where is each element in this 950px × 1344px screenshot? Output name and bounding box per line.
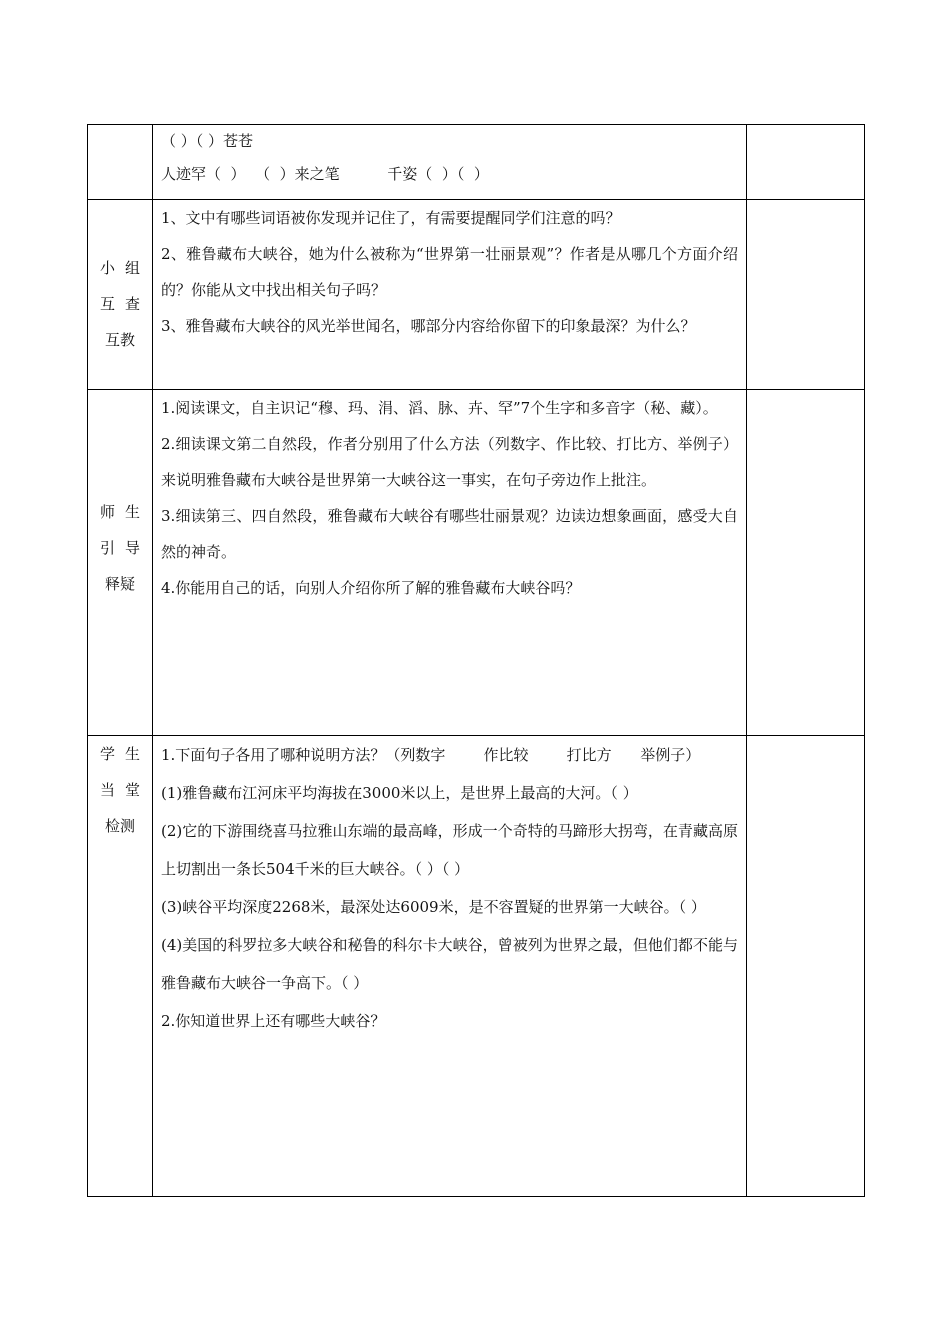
section-label-line: 互教 xyxy=(104,331,135,349)
table-row xyxy=(88,736,865,1197)
row-content-cell xyxy=(153,125,747,200)
row-label-cell xyxy=(88,390,153,736)
notes-cell xyxy=(747,736,865,1197)
section-label-line: 师 生 xyxy=(100,503,140,521)
exercise-line: 2.你知道世界上还有哪些大峡谷？ xyxy=(161,1012,386,1030)
exercise-line: (4)美国的科罗拉多大峡谷和秘鲁的科尔卡大峡谷，曾被列为世界之最，但他们都不能与雅鲁藏布大峡谷一争高下。（ ） xyxy=(161,936,738,992)
row-content-cell xyxy=(153,390,747,736)
task-line: 2.细读课文第二自然段，作者分别用了什么方法（列数字、作比较、打比方、举例子）来说明雅鲁藏布大峡谷是世界第一大峡谷这一事实，在句子旁边作上批注。 xyxy=(161,435,738,489)
exercise-line: (1)雅鲁藏布江河床平均海拔在3000米以上，是世界上最高的大河。（ ） xyxy=(161,784,638,802)
question-line: 3、雅鲁藏布大峡谷的风光举世闻名，哪部分内容给你留下的印象最深？为什么？ xyxy=(161,317,696,335)
notes-cell xyxy=(747,125,865,200)
table-row xyxy=(88,200,865,390)
row-content-cell xyxy=(153,736,747,1197)
task-line: 3.细读第三、四自然段，雅鲁藏布大峡谷有哪些壮丽景观？边读边想象画面，感受大自然的神奇。 xyxy=(161,507,738,561)
section-label-line: 当 堂 xyxy=(100,781,140,799)
section-label-line: 引 导 xyxy=(100,539,140,557)
question-line: 2、雅鲁藏布大峡谷，她为什么被称为“世界第一壮丽景观”？作者是从哪几个方面介绍的？你能从文中找出相关句子吗？ xyxy=(161,245,738,299)
section-label-line: 释疑 xyxy=(104,575,135,593)
task-line: 4.你能用自己的话，向别人介绍你所了解的雅鲁藏布大峡谷吗？ xyxy=(161,579,581,597)
notes-cell xyxy=(747,200,865,390)
table-row xyxy=(88,125,865,200)
exercise-line: 1.下面句子各用了哪种说明方法？（列数字 作比较 打比方 举例子） xyxy=(161,746,701,764)
section-label-line: 学 生 xyxy=(100,745,140,763)
row-label-cell xyxy=(88,736,153,1197)
fill-blank-line: （ ）（ ）苍苍 xyxy=(161,132,254,150)
section-label-line: 检测 xyxy=(104,817,135,835)
exercise-line: (3)峡谷平均深度2268米，最深处达6009米，是不容置疑的世界第一大峡谷。（ ） xyxy=(161,898,706,916)
question-line: 1、文中有哪些词语被你发现并记住了，有需要提醒同学们注意的吗？ xyxy=(161,209,621,227)
row-label-cell xyxy=(88,200,153,390)
section-label-line: 小 组 xyxy=(100,259,140,277)
section-label-line: 互 查 xyxy=(100,295,140,313)
table-row xyxy=(88,390,865,736)
fill-blank-line: 人迹罕（ ） （ ）来之笔 千姿（ ）（ ） xyxy=(161,165,489,183)
exercise-line: (2)它的下游围绕喜马拉雅山东端的最高峰，形成一个奇特的马蹄形大拐弯，在青藏高原上切割出一条长504千米的巨大峡谷。（ ）（ ） xyxy=(161,822,738,878)
notes-cell xyxy=(747,390,865,736)
row-content-cell xyxy=(153,200,747,390)
row-label-cell xyxy=(88,125,153,200)
task-line: 1.阅读课文，自主识记“穆、玛、涓、滔、脉、卉、罕”7个生字和多音字（秘、藏）。 xyxy=(161,399,718,417)
lesson-table xyxy=(87,124,865,1197)
